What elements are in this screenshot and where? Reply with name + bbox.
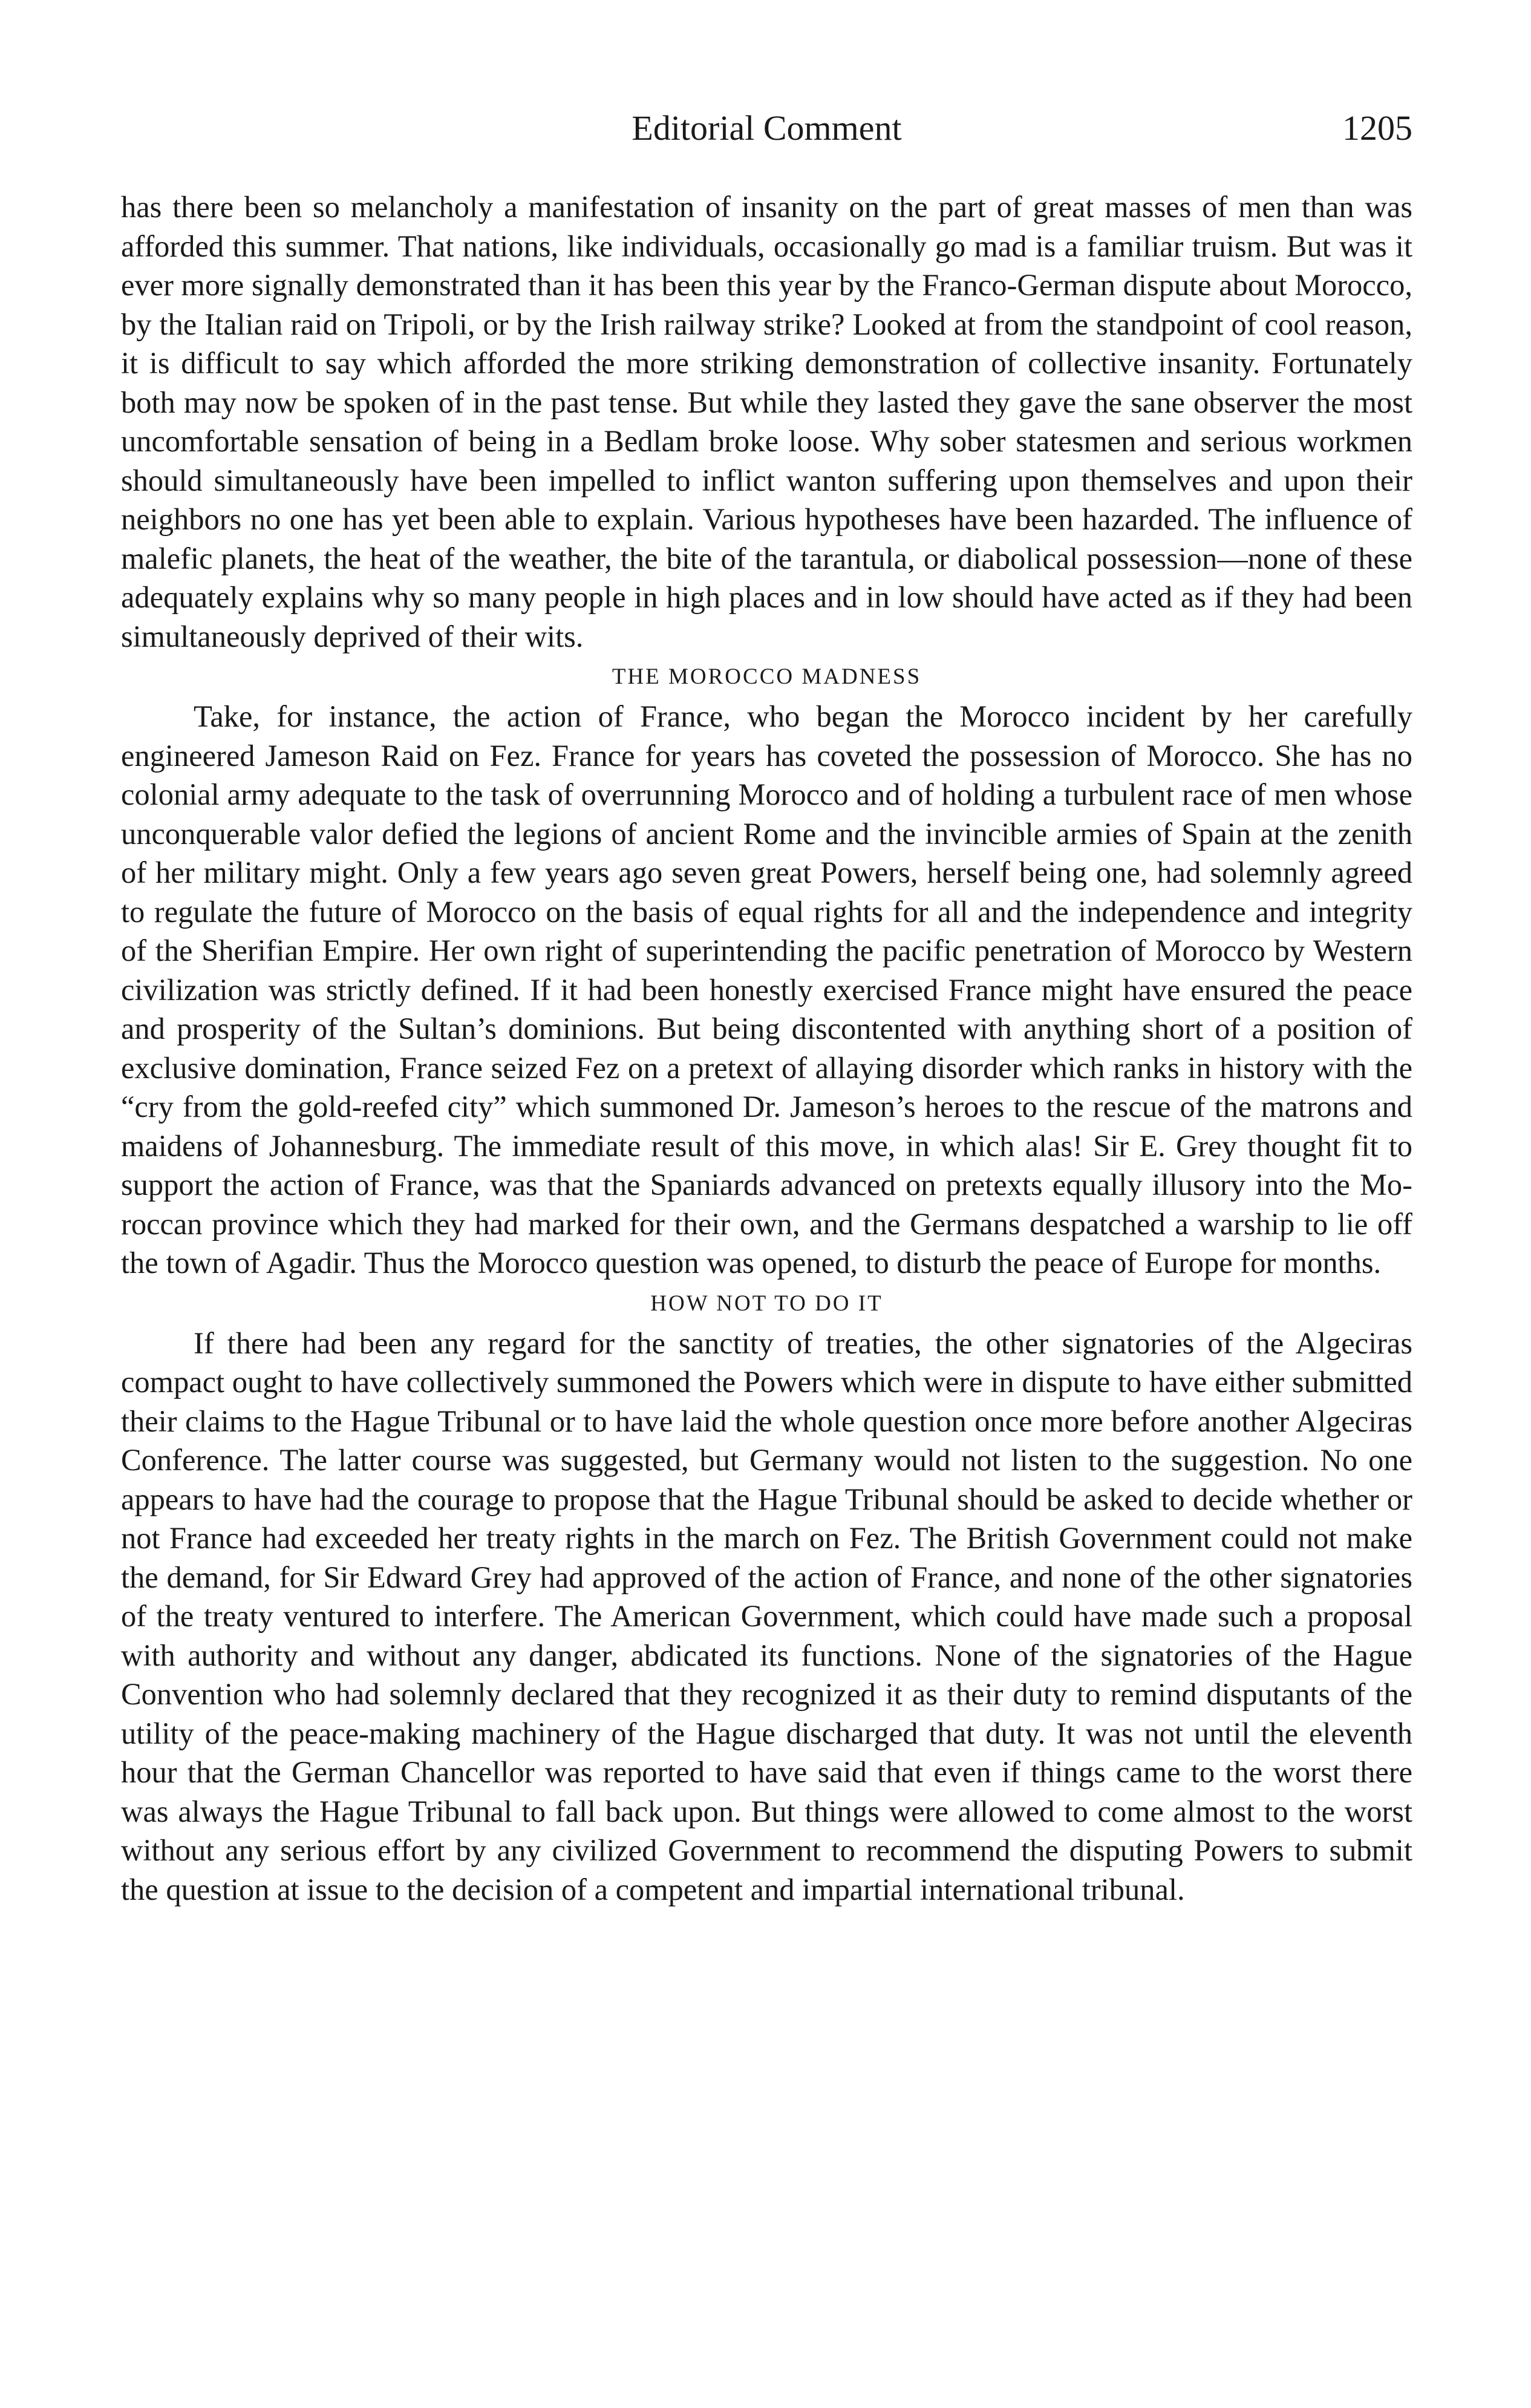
paragraph-intro: has there been so melancholy a manifestation of insanity on the part of great masses of men than was afforded this summer. That nations, like individuals, occasionally go mad is a familiar truism. But was it ever more signally demonstrated than it has been this year by the Franco-German dispute about Morocco, by the Italian raid on Tripoli, or by the Irish railway strike? Looked at from the standpoint of cool reason, it is difficult to say which afforded the more striking demonstration of collective insanity. Fortunately both may now be spoken of in the past tense. But while they lasted they gave the sane observer the most uncomfortable sensation of being in a Bedlam broke loose. Why sober statesmen and serious workmen should simultaneously have been impelled to inflict wanton suffering upon themselves and upon their neighbors no one has yet been able to explain. Various hypotheses have been hazarded. The influence of malefic planets, the heat of the weather, the bite of the tarantula, or diabolical possession—none of these adequately explains why so many people in high places and in low should have acted as if they had been simultaneously deprived of their wits. [121,190,1412,653]
paragraph-how-not-to-do-it: If there had been any regard for the sanctity of treaties, the other signatories of the Algeciras compact ought to have collectively summoned the Powers which were in dispute to have either submitted their claims to the Hague Tribunal or to have laid the whole question once more before another Algeciras Conference. The latter course was suggested, but Germany would not listen to the suggestion. No one appears to have had the courage to propose that the Hague Tribunal should be asked to decide whether or not France had exceeded her treaty rights in the march on Fez. The British Government could not make the demand, for Sir Edward Grey had approved of the action of France, and none of the other signatories of the treaty ventured to interfere. The American Government, which could have made such a proposal with authority and without any danger, abdicated its functions. None of the signatories of the Hague Convention who had solemnly declared that they recognized it as their duty to remind disputants of the utility of the peace-making machinery of the Hague discharged that duty. It was not until the eleventh hour that the German Chancellor was reported to have said that even if things came to the worst there was always the Hague Tribunal to fall back upon. But things were allowed to come almost to the worst without any serious effort by any civilized Government to recommend the disputing Powers to submit the question at issue to the decision of a competent and impartial international tribunal. [121,1326,1412,1906]
section-heading-morocco-madness: THE MOROCCO MADNESS [612,664,922,689]
section-heading-how-not-to-do-it: HOW NOT TO DO IT [650,1291,883,1316]
running-header [121,104,1412,152]
page-number: 1205 [1342,108,1412,148]
running-title: Editorial Comment [632,108,902,148]
article-body [121,188,1412,1909]
paragraph-morocco: Take, for instance, the action of France, who began the Morocco incident by her carefully engineered Jameson Raid on Fez. France for years has coveted the possession of Morocco. She has no colonial army adequate to the task of overrunning Morocco and of holding a turbulent race of men whose unconquerable valor defied the legions of ancient Rome and the invincible armies of Spain at the zenith of her military might. Only a few years ago seven great Powers, herself being one, had solemnly agreed to regulate the future of Morocco on the basis of equal rights for all and the independence and integrity of the Sherifian Empire. Her own right of superintending the pacific penetration of Morocco by Western civilization was strictly defined. If it had been honestly exercised France might have ensured the peace and prosperity of the Sultan’s dominions. But being discontented with anything short of a position of exclusive domination, France seized Fez on a pretext of allaying disorder which ranks in history with the “cry from the gold-reefed city” which summoned Dr. Jameson’s heroes to the rescue of the matrons and maidens of Johannesburg. The immediate result of this move, in which alas! Sir E. Grey thought fit to support the action of France, was that the Spaniards advanced on pretexts equally illusory into the Moroccan province which they had marked for their own, and the Germans despatched a warship to lie off the town of Agadir. Thus the Morocco question was opened, to disturb the peace of Europe for months. [121,699,1412,1280]
